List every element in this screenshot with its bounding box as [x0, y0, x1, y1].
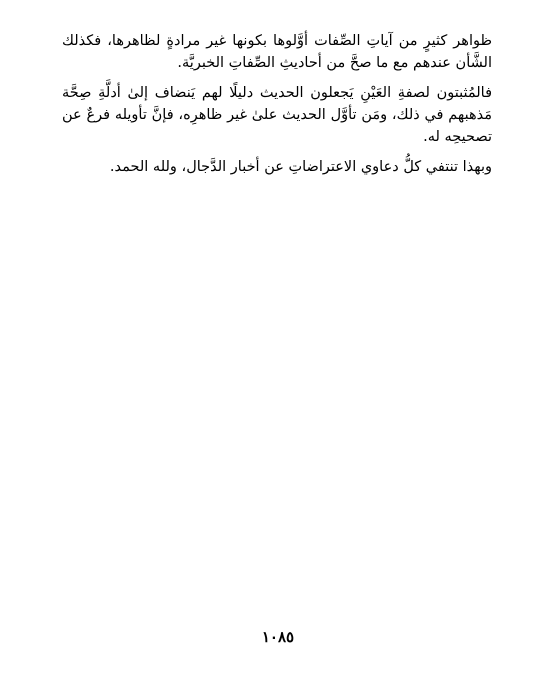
paragraph-1: ظواهر كثيرٍ من آياتِ الصِّفات أوَّلوها بكونها غير مرادةٍ لظاهرها، فكذلك الشَّأن عندهم مع ما صحَّ من أحاديثِ الصِّفاتِ الخبريَّة. — [62, 33, 492, 71]
paragraph-2: فالمُثبتون لصفةِ العَيْنِ يَجعلون الحديث دليلًا لهم يَنضاف إلىٰ أدلَّةِ صِحَّة مَذهبهم في ذلك، ومَن تأوَّل الحديث علىٰ غير ظاهرِه، فإنَّ تأويله فرعٌ عن تصحيحِه له. — [62, 85, 492, 145]
body-text — [62, 30, 492, 178]
paragraph-3: وبهذا تنتفي كلُّ دعاوي الاعتراضاتِ عن أخبار الدَّجال، ولله الحمد. — [109, 159, 492, 175]
page-number: ١٠٨٥ — [261, 628, 295, 646]
